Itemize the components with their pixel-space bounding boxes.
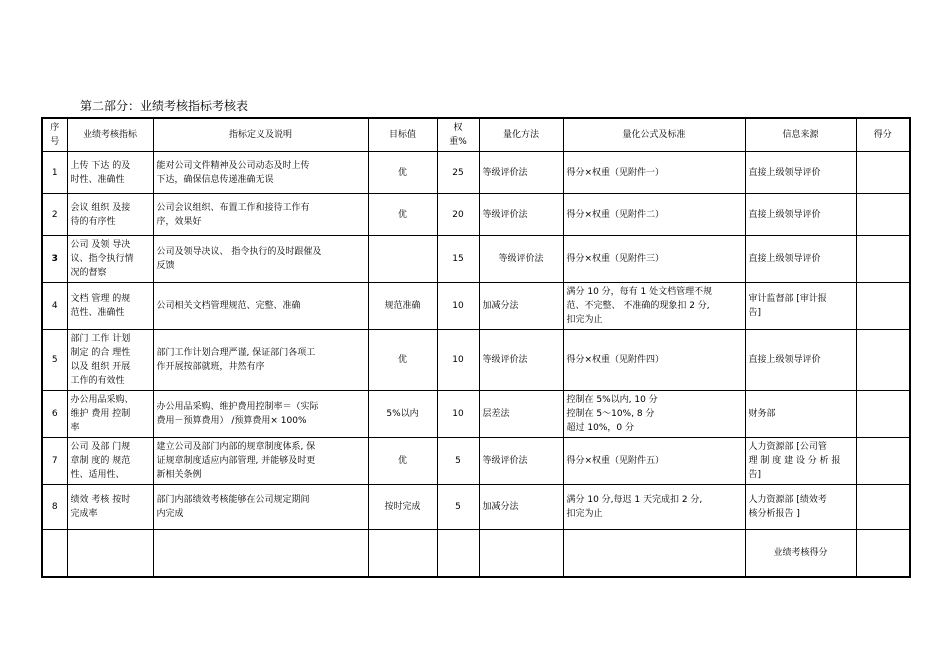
row-indicator: 文档 管理 的规 范性、准确性: [67, 283, 153, 330]
row-indicator: 绩效 考核 按时 完成率: [67, 485, 153, 530]
table-row: [42, 438, 910, 485]
row-target: 优: [368, 194, 437, 236]
row-seq: 5: [42, 330, 67, 391]
row-target: [368, 236, 437, 283]
table-row: [42, 391, 910, 438]
header-formula: 量化公式及标准: [563, 118, 745, 152]
row-definition: 办公用品采购、维护费用控制率＝（实际 费用－预算费用） /预算费用× 100%: [153, 391, 368, 438]
table-row: [42, 330, 910, 391]
row-definition: 部门内部绩效考核能够在公司规定期间 内完成: [153, 485, 368, 530]
row-method: 加减分法: [479, 485, 563, 530]
row-source: 人力资源部 [绩效考 核分析报告 ]: [745, 485, 856, 530]
total-empty-cell: [368, 530, 437, 577]
row-score: [856, 485, 910, 530]
row-seq: 3: [42, 236, 67, 283]
row-source: 直接上级领导评价: [745, 236, 856, 283]
row-score: [856, 283, 910, 330]
row-formula: 控制在 5%以内, 10 分 控制在 5～10%, 8 分 超过 10%，0 分: [563, 391, 745, 438]
total-row: [42, 530, 910, 577]
header-method: 量化方法: [479, 118, 563, 152]
row-target: 优: [368, 330, 437, 391]
row-seq: 1: [42, 152, 67, 194]
table-row: [42, 283, 910, 330]
row-method: 等级评价法: [479, 330, 563, 391]
row-indicator: 会议 组织 及接 待的有序性: [67, 194, 153, 236]
row-indicator: 部门 工作 计划 制定 的合 理性 以及 组织 开展 工作的有效性: [67, 330, 153, 391]
total-empty-cell: [563, 530, 745, 577]
row-score: [856, 438, 910, 485]
row-source: 审计监督部 [审计报 告]: [745, 283, 856, 330]
row-definition: 能对公司文件精神及公司动态及时上传 下达，确保信息传递准确无误: [153, 152, 368, 194]
row-definition: 公司相关文档管理规范、完整、准确: [153, 283, 368, 330]
row-method: 层差法: [479, 391, 563, 438]
row-target: 优: [368, 438, 437, 485]
total-empty-cell: [153, 530, 368, 577]
total-score-value: [856, 530, 910, 577]
row-source: 直接上级领导评价: [745, 152, 856, 194]
row-seq: 4: [42, 283, 67, 330]
row-target: 规范准确: [368, 283, 437, 330]
row-formula: 满分 10 分，每有 1 处文档管理不规 范、不完整、 不准确的现象扣 2 分, 扣完为止: [563, 283, 745, 330]
row-method: 等级评价法: [479, 152, 563, 194]
row-source: 人力资源部 [公司管 理 制 度 建 设 分 析 报 告]: [745, 438, 856, 485]
header-weight: 权 重%: [437, 118, 479, 152]
row-formula: 得分×权重（见附件四）: [563, 330, 745, 391]
row-weight: 20: [437, 194, 479, 236]
table-row: [42, 485, 910, 530]
row-method: 等级评价法: [479, 194, 563, 236]
table-row: [42, 236, 910, 283]
row-definition: 部门工作计划合理严谨, 保证部门各项工 作开展按部就班，井然有序: [153, 330, 368, 391]
row-formula: 得分×权重（见附件五）: [563, 438, 745, 485]
row-definition: 公司会议组织、布置工作和接待工作有 序，效果好: [153, 194, 368, 236]
row-weight: 5: [437, 438, 479, 485]
row-indicator: 公司 及领 导决 议、指令执行情 况的督察: [67, 236, 153, 283]
total-score-label: 业绩考核得分: [745, 530, 856, 577]
row-definition: 公司及领导决议、 指令执行的及时跟催及 反馈: [153, 236, 368, 283]
header-target: 目标值: [368, 118, 437, 152]
header-seq: 序 号: [42, 118, 67, 152]
row-method: 等级评价法: [479, 236, 563, 283]
total-empty-cell: [67, 530, 153, 577]
row-weight: 10: [437, 330, 479, 391]
total-empty-cell: [437, 530, 479, 577]
header-indicator: 业绩考核指标: [67, 118, 153, 152]
header-row: [42, 118, 910, 152]
kpi-table: [41, 117, 911, 578]
row-seq: 2: [42, 194, 67, 236]
row-formula: 得分×权重（见附件一）: [563, 152, 745, 194]
total-empty-cell: [479, 530, 563, 577]
table-row: [42, 194, 910, 236]
row-seq: 6: [42, 391, 67, 438]
row-source: 直接上级领导评价: [745, 330, 856, 391]
row-score: [856, 236, 910, 283]
row-target: 5%以内: [368, 391, 437, 438]
row-formula: 得分×权重（见附件二）: [563, 194, 745, 236]
header-source: 信息来源: [745, 118, 856, 152]
row-seq: 8: [42, 485, 67, 530]
row-score: [856, 152, 910, 194]
table-row: [42, 152, 910, 194]
row-formula: 得分×权重（见附件三）: [563, 236, 745, 283]
row-score: [856, 391, 910, 438]
header-definition: 指标定义及说明: [153, 118, 368, 152]
row-indicator: 公司 及部 门规 章制 度的 规范 性、适用性、: [67, 438, 153, 485]
row-score: [856, 330, 910, 391]
row-weight: 15: [437, 236, 479, 283]
row-weight: 5: [437, 485, 479, 530]
row-definition: 建立公司及部门内部的规章制度体系, 保 证规章制度适应内部管理, 并能够及时更 新相关条例: [153, 438, 368, 485]
page-title: 第二部分：业绩考核指标考核表: [80, 99, 249, 113]
row-weight: 10: [437, 283, 479, 330]
row-target: 优: [368, 152, 437, 194]
row-method: 等级评价法: [479, 438, 563, 485]
row-source: 直接上级领导评价: [745, 194, 856, 236]
row-source: 财务部: [745, 391, 856, 438]
row-method: 加减分法: [479, 283, 563, 330]
row-seq: 7: [42, 438, 67, 485]
row-indicator: 上传 下达 的及 时性、准确性: [67, 152, 153, 194]
header-score: 得分: [856, 118, 910, 152]
row-weight: 25: [437, 152, 479, 194]
total-empty-cell: [42, 530, 67, 577]
row-score: [856, 194, 910, 236]
row-indicator: 办公用品采购、 维护 费用 控制 率: [67, 391, 153, 438]
row-target: 按时完成: [368, 485, 437, 530]
row-weight: 10: [437, 391, 479, 438]
row-formula: 满分 10 分,每迟 1 天完成扣 2 分, 扣完为止: [563, 485, 745, 530]
